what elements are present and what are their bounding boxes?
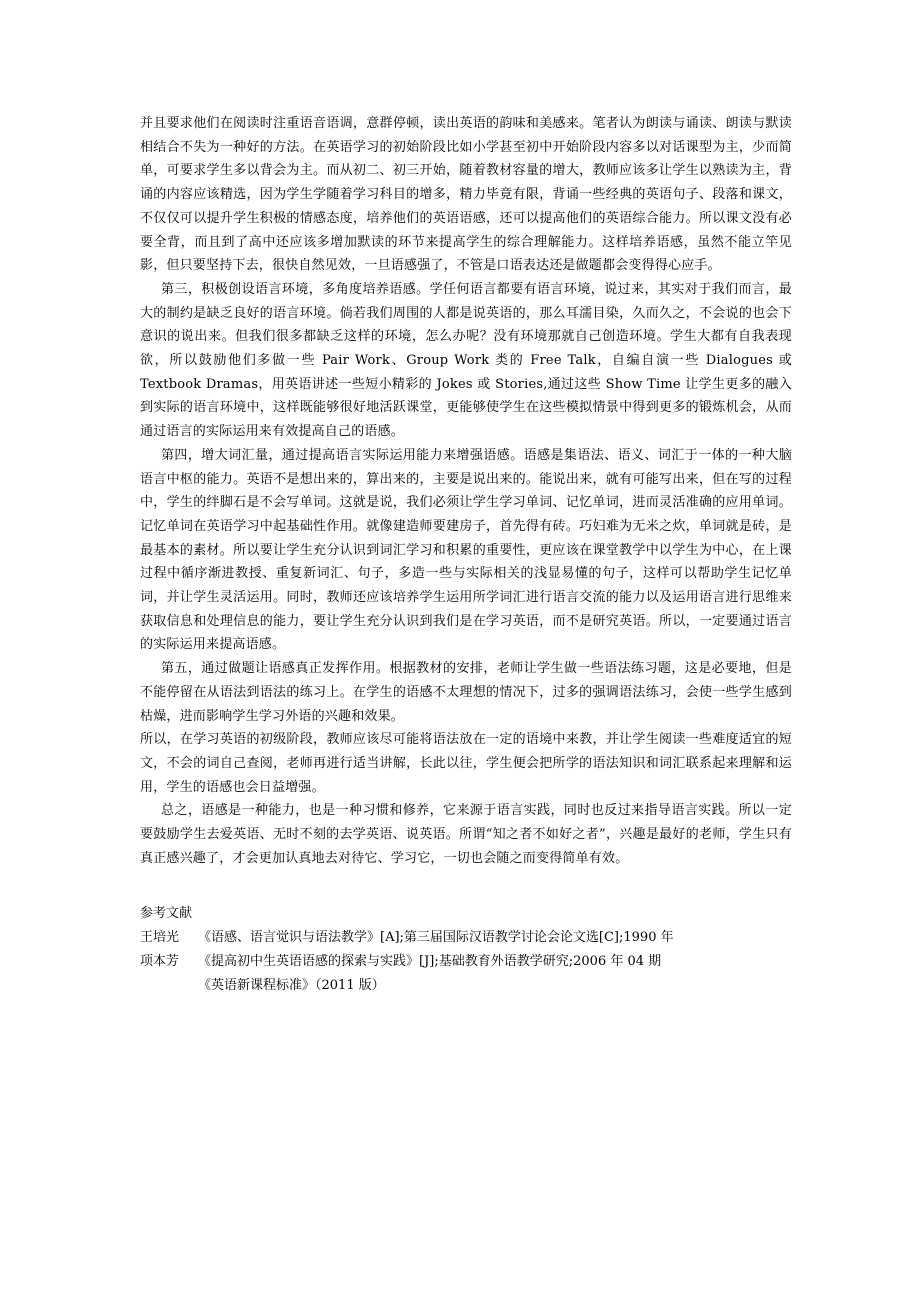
reference-text: 《英语新课程标准》（2011 版） [198,977,385,993]
reference-text: 《提高初中生英语语感的探索与实践》[J];基础教育外语教学研究;2006 年 04 期 [198,953,662,969]
reference-author: 项本芳 [140,953,180,969]
paragraph-5: 所以，在学习英语的初级阶段，教师应该尽可能将语法放在一定的语境中来教，并让学生阅读一些难度适宜的短文，不会的词自己查阅，老师再进行适当讲解，长此以往，学生便会把所学的语法知识和词汇联系起来理解和运用，学生的语感也会日益增强。 [140,732,792,795]
reference-item [140,974,792,998]
reference-author: 王培光 [140,929,180,945]
reference-item [140,950,792,974]
paragraph-3: 第四，增大词汇量，通过提高语言实际运用能力来增强语感。语感是集语法、语义、词汇于一体的一种大脑语言中枢的能力。英语不是想出来的，算出来的，主要是说出来的。能说出来，就有可能写出来，但在写的过程中，学生的绊脚石是不会写单词。这就是说，我们必须让学生学习单词、记忆单词，进而灵活准确的应用单词。记忆单词在英语学习中起基础性作用。就像建造师要建房子，首先得有砖。巧妇难为无米之炊，单词就是砖，是最基本的素材。所以要让学生充分认识到词汇学习和积累的重要性，更应该在课堂教学中以学生为中心，在上课过程中循序渐进教授、重复新词汇、句子，多造一些与实际相关的浅显易懂的句子，这样可以帮助学生记忆单词，并让学生灵活运用。同时，教师还应该培养学生运用所学词汇进行语言交流的能力以及运用语言进行思维来获取信息和处理信息的能力，要让学生充分认识到我们是在学习英语，而不是研究英语。所以，一定要通过语言的实际运用来提高语感。 [140,447,792,653]
document-body [140,112,792,998]
reference-text: 《语感、语言觉识与语法教学》[A];第三届国际汉语教学讨论会论文选[C];1990 年 [198,929,674,945]
paragraph-4: 第五，通过做题让语感真正发挥作用。根据教材的安排，老师让学生做一些语法练习题，这是必要地，但是不能停留在从语法到语法的练习上。在学生的语感不太理想的情况下，过多的强调语法练习，会使一些学生感到枯燥，进而影响学生学习外语的兴趣和效果。 [140,661,792,724]
paragraph-2: 第三，积极创设语言环境，多角度培养语感。学任何语言都要有语言环境，说过来，其实对于我们而言，最大的制约是缺乏良好的语言环境。倘若我们周围的人都是说英语的，那么耳濡目染，久而久之，不会说的也会下意识的说出来。但我们很多都缺乏这样的环境，怎么办呢？没有环境那就自己创造环境。学生大都有自我表现欲，所以鼓励他们多做一些 Pair Work、Group Work 类的 Free Talk，自编自演一些 Dialogues 或 Textbook Dramas，用英语讲述一些短小精彩的 Jokes 或 Stories,通过这些 Show Time 让学生更多的融入到实际的语言环境中，这样既能够很好地活跃课堂，更能够使学生在这些模拟情景中得到更多的锻炼机会，从而通过语言的实际运用来有效提高自己的语感。 [140,281,792,440]
paragraph-1: 并且要求他们在阅读时注重语音语调，意群停顿，读出英语的韵味和美感来。笔者认为朗读与诵读、朗读与默读相结合不失为一种好的方法。在英语学习的初始阶段比如小学甚至初中开始阶段内容多以对话课型为主，少而简单，可要求学生多以背会为主。而从初二、初三开始，随着教材容量的增大，教师应该多让学生以熟读为主，背诵的内容应该精选，因为学生学随着学习科目的增多，精力毕竟有限，背诵一些经典的英语句子、段落和课文，不仅仅可以提升学生积极的情感态度，培养他们的英语语感，还可以提高他们的英语综合能力。所以课文没有必要全背，而且到了高中还应该多增加默读的环节来提高学生的综合理解能力。这样培养语感，虽然不能立竿见影，但只要坚持下去，很快自然见效，一旦语感强了，不管是口语表达还是做题都会变得得心应手。 [140,116,792,274]
references-title: 参考文献 [140,905,193,921]
reference-item [140,926,792,950]
paragraph-6: 总之，语感是一种能力，也是一种习惯和修养，它来源于语言实践，同时也反过来指导语言实践。所以一定要鼓励学生去爱英语、无时不刻的去学英语、说英语。所谓“知之者不如好之者”，兴趣是最好的老师，学生只有真正感兴趣了，才会更加认真地去对待它、学习它，一切也会随之而变得简单有效。 [140,803,792,866]
